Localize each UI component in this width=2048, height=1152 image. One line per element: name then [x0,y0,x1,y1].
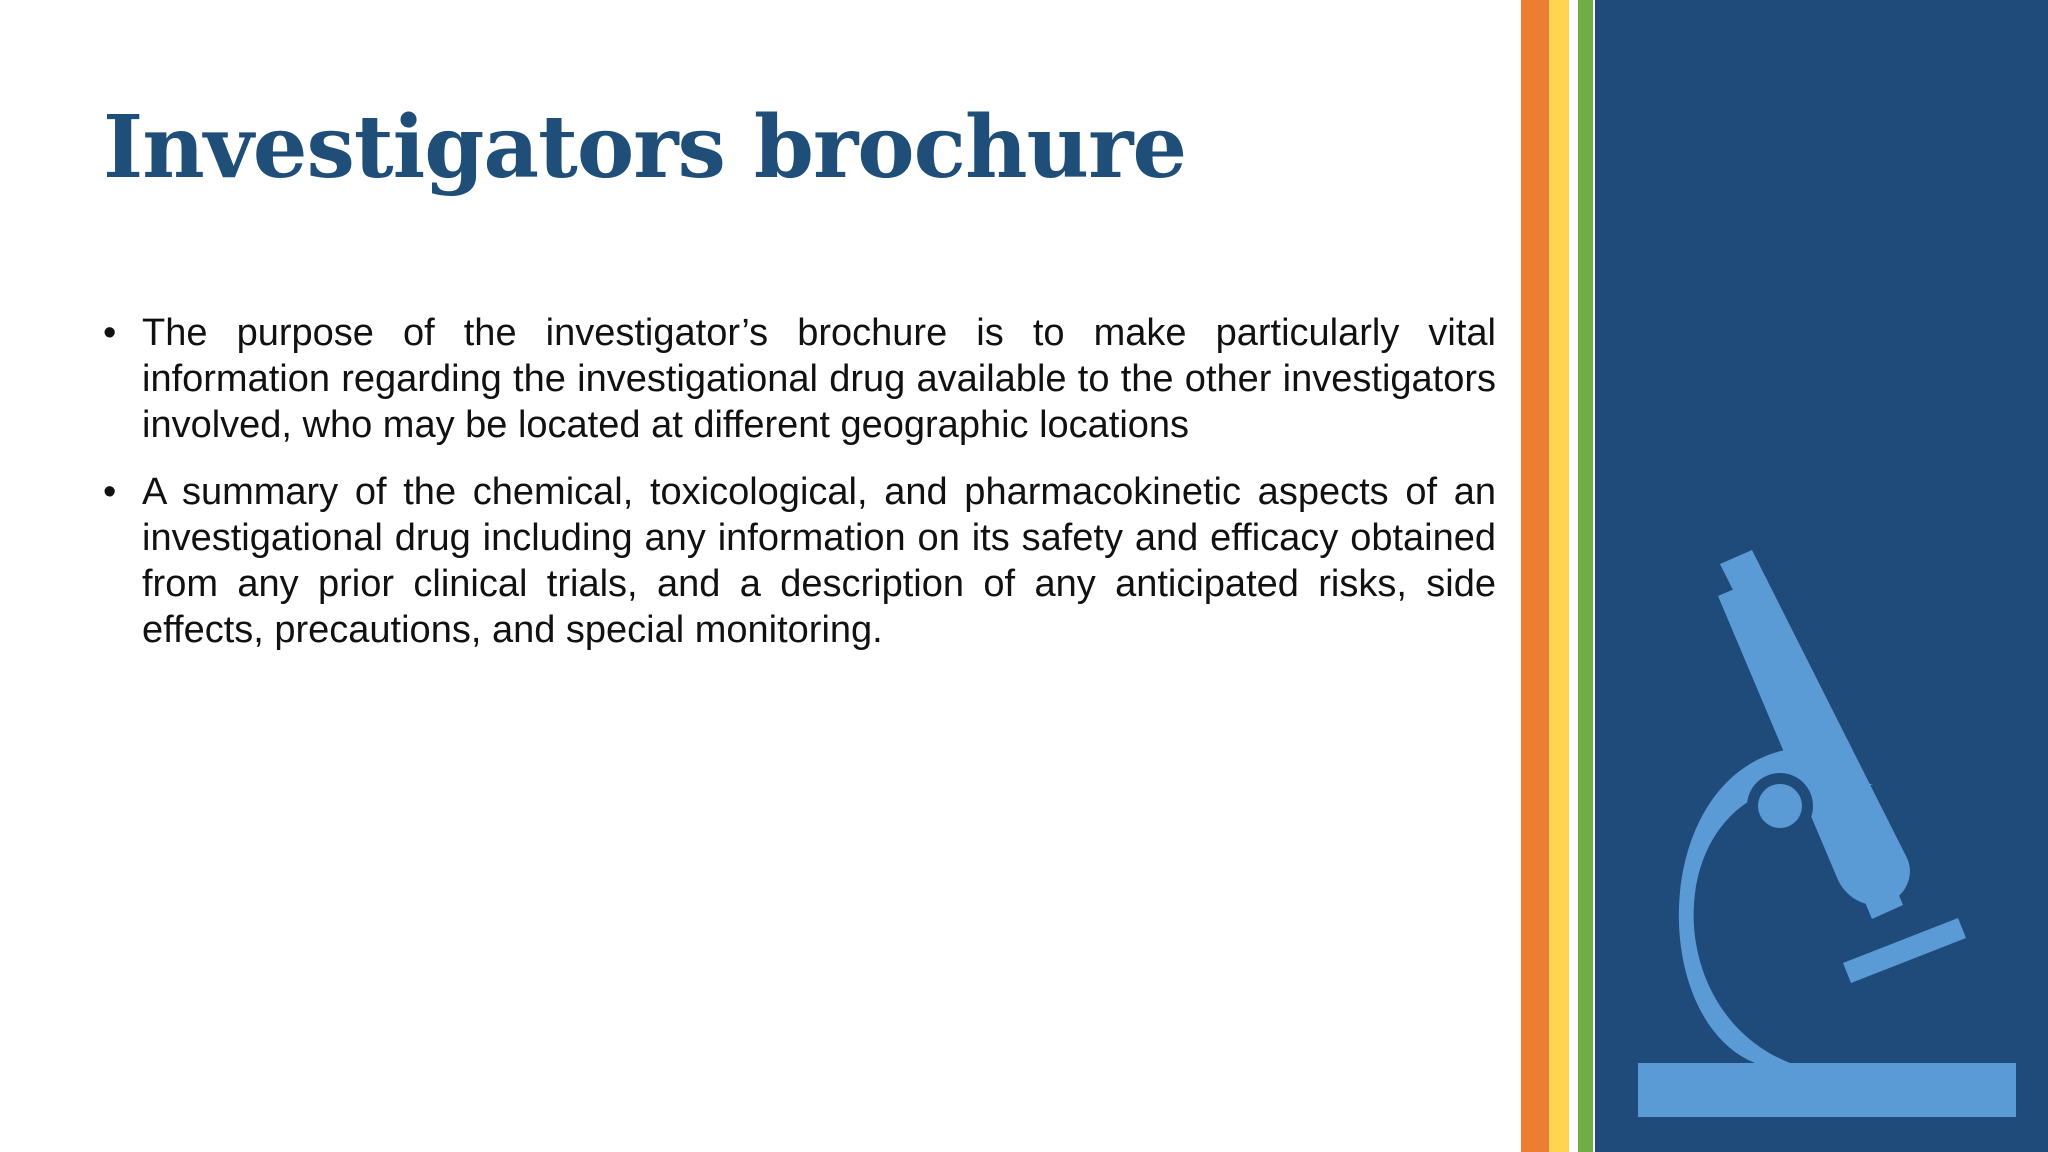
stripe-gap [1569,0,1578,1152]
bullet-text: The purpose of the investigator’s brochure is to make particularly vital information regarding the investigational drug available to the other investigators involved, who may be located at different geographic locations [142,312,1496,446]
bullet-item [103,469,1496,653]
stripe-green [1578,0,1593,1152]
stripe-yellow [1549,0,1569,1152]
bullet-text: A summary of the chemical, toxicological, and pharmacokinetic aspects of an investigational drug including any information on its safety and efficacy obtained from any prior clinical trials, and a description of any anticipated risks, side effects, precautions, and special monitoring. [142,471,1496,651]
microscope-icon [1630,540,2020,1130]
bullet-marker: • [103,312,117,354]
slide-title: Investigators brochure [103,97,1187,198]
bullet-list [103,310,1496,674]
stripe-orange [1521,0,1549,1152]
bullet-marker: • [103,471,117,513]
bullet-item [103,310,1496,448]
